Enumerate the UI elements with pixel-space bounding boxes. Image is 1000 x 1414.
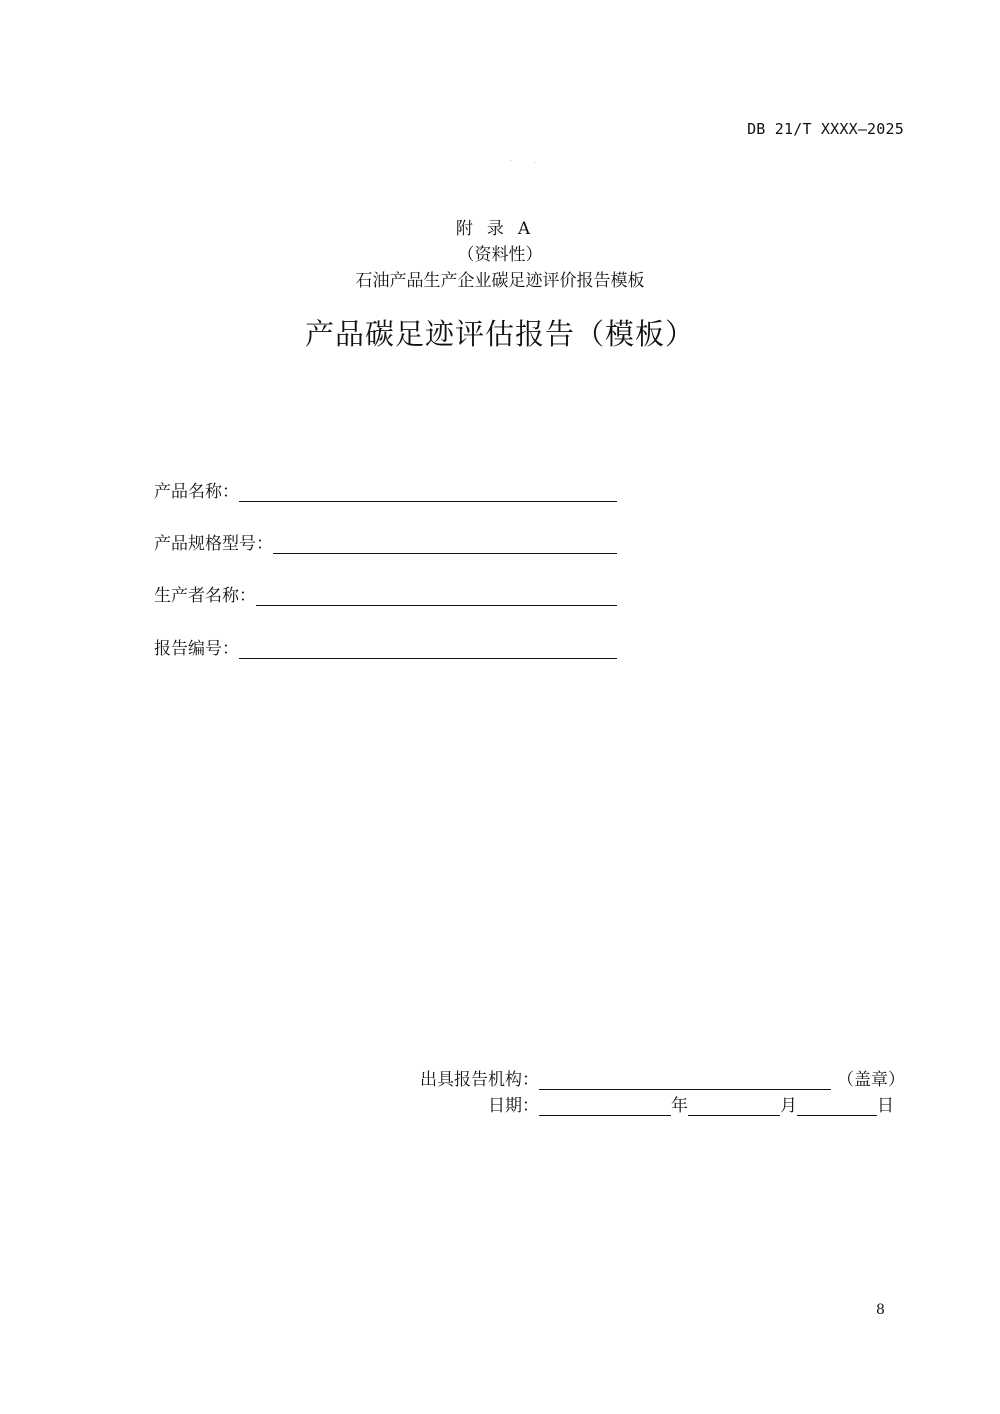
seal-label: （盖章） <box>837 1070 905 1090</box>
producer-name-field <box>154 580 617 606</box>
standard-code: DB 21/T XXXX—2025 <box>747 120 904 138</box>
appendix-label: 附录A <box>455 219 545 239</box>
report-no-input-line[interactable] <box>239 640 617 659</box>
page-number: 8 <box>876 1302 885 1318</box>
appendix-nature: （资料性） <box>457 245 543 265</box>
product-spec-input-line[interactable] <box>273 535 617 554</box>
producer-name-input-line[interactable] <box>256 587 617 606</box>
product-spec-label: 产品规格型号： <box>154 534 273 554</box>
issuer-input-line[interactable] <box>539 1071 831 1090</box>
year-input-line[interactable] <box>539 1097 671 1116</box>
report-no-label: 报告编号： <box>154 639 239 659</box>
issuer-label: 出具报告机构： <box>420 1070 539 1090</box>
date-label: 日期： <box>488 1096 539 1116</box>
month-input-line[interactable] <box>688 1097 780 1116</box>
issuer-row <box>420 1064 905 1090</box>
day-input-line[interactable] <box>797 1097 877 1116</box>
product-name-label: 产品名称： <box>154 482 239 502</box>
date-row <box>488 1090 894 1116</box>
producer-name-label: 生产者名称： <box>154 586 256 606</box>
month-label: 月 <box>780 1096 797 1116</box>
day-label: 日 <box>877 1096 894 1116</box>
year-label: 年 <box>671 1096 688 1116</box>
appendix-subtitle: 石油产品生产企业碳足迹评价报告模板 <box>355 271 645 291</box>
report-title: 产品碳足迹评估报告（模板） <box>304 317 695 351</box>
product-name-input-line[interactable] <box>239 483 617 502</box>
report-no-field <box>154 633 617 659</box>
product-name-field <box>154 476 617 502</box>
decorative-dots: · . <box>510 158 546 165</box>
product-spec-field <box>154 528 617 554</box>
